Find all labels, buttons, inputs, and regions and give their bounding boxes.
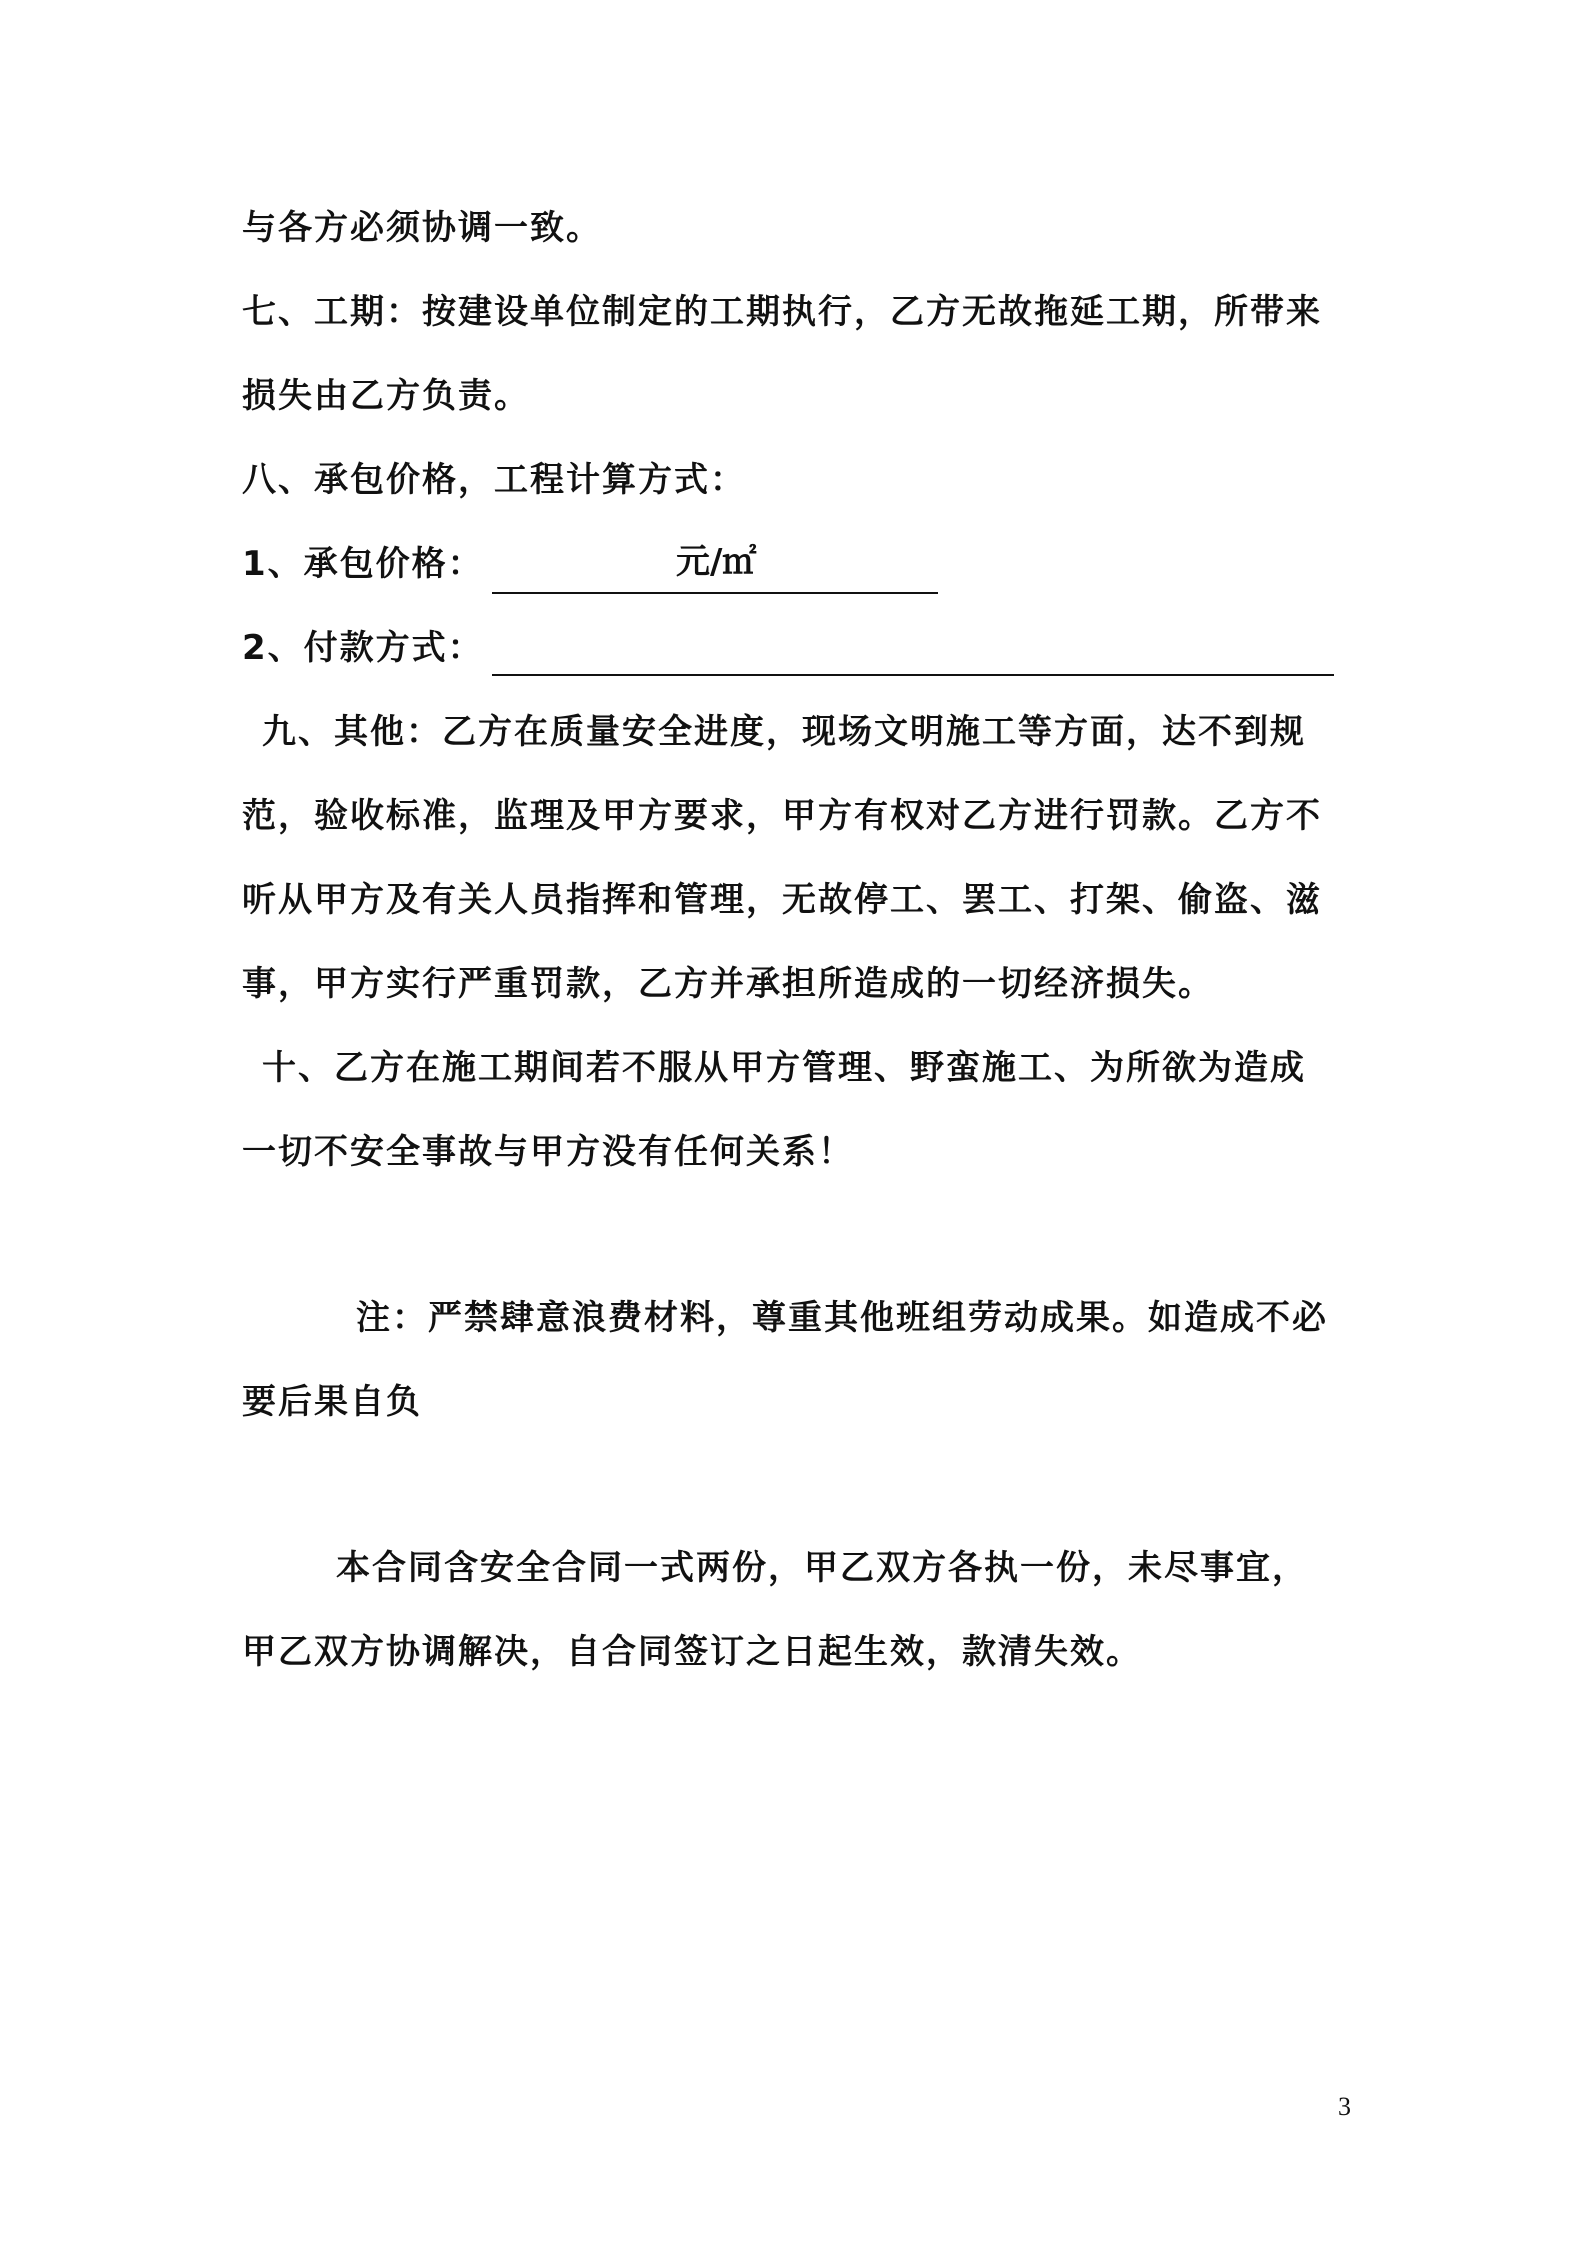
clause-9-line-4: 事，甲方实行严重罚款，乙方并承担所造成的一切经济损失。 xyxy=(242,964,1214,1004)
clause-7-line-2: 损失由乙方负责。 xyxy=(242,376,530,416)
text-line-1: 与各方必须协调一致。 xyxy=(242,208,602,248)
clause-10-line-2: 一切不安全事故与甲方没有任何关系！ xyxy=(242,1132,854,1172)
clause-8-heading: 八、承包价格，工程计算方式： xyxy=(242,460,746,500)
clause-7-line-1: 七、工期：按建设单位制定的工期执行，乙方无故拖延工期，所带来 xyxy=(242,292,1322,332)
note-line-2: 要后果自负 xyxy=(242,1382,422,1422)
note-line-1: 注：严禁肆意浪费材料，尊重其他班组劳动成果。如造成不必 xyxy=(356,1298,1328,1338)
payment-fill-line xyxy=(492,674,1334,676)
clause-9-line-1: 九、其他：乙方在质量安全进度，现场文明施工等方面，达不到规 xyxy=(262,712,1306,752)
clause-9-line-3: 听从甲方及有关人员指挥和管理，无故停工、罢工、打架、偷盗、滋 xyxy=(242,880,1322,920)
price-label: 1、承包价格： xyxy=(242,544,484,584)
payment-label: 2、付款方式： xyxy=(242,628,484,668)
price-fill-line xyxy=(492,592,938,594)
page-number: 3 xyxy=(1338,2092,1351,2121)
price-unit: 元/㎡ xyxy=(676,542,757,582)
closing-line-2: 甲乙双方协调解决，自合同签订之日起生效，款清失效。 xyxy=(242,1632,1142,1672)
clause-9-line-2: 范，验收标准，监理及甲方要求，甲方有权对乙方进行罚款。乙方不 xyxy=(242,796,1322,836)
closing-line-1: 本合同含安全合同一式两份，甲乙双方各执一份，未尽事宜， xyxy=(336,1548,1308,1588)
clause-10-line-1: 十、乙方在施工期间若不服从甲方管理、野蛮施工、为所欲为造成 xyxy=(262,1048,1306,1088)
